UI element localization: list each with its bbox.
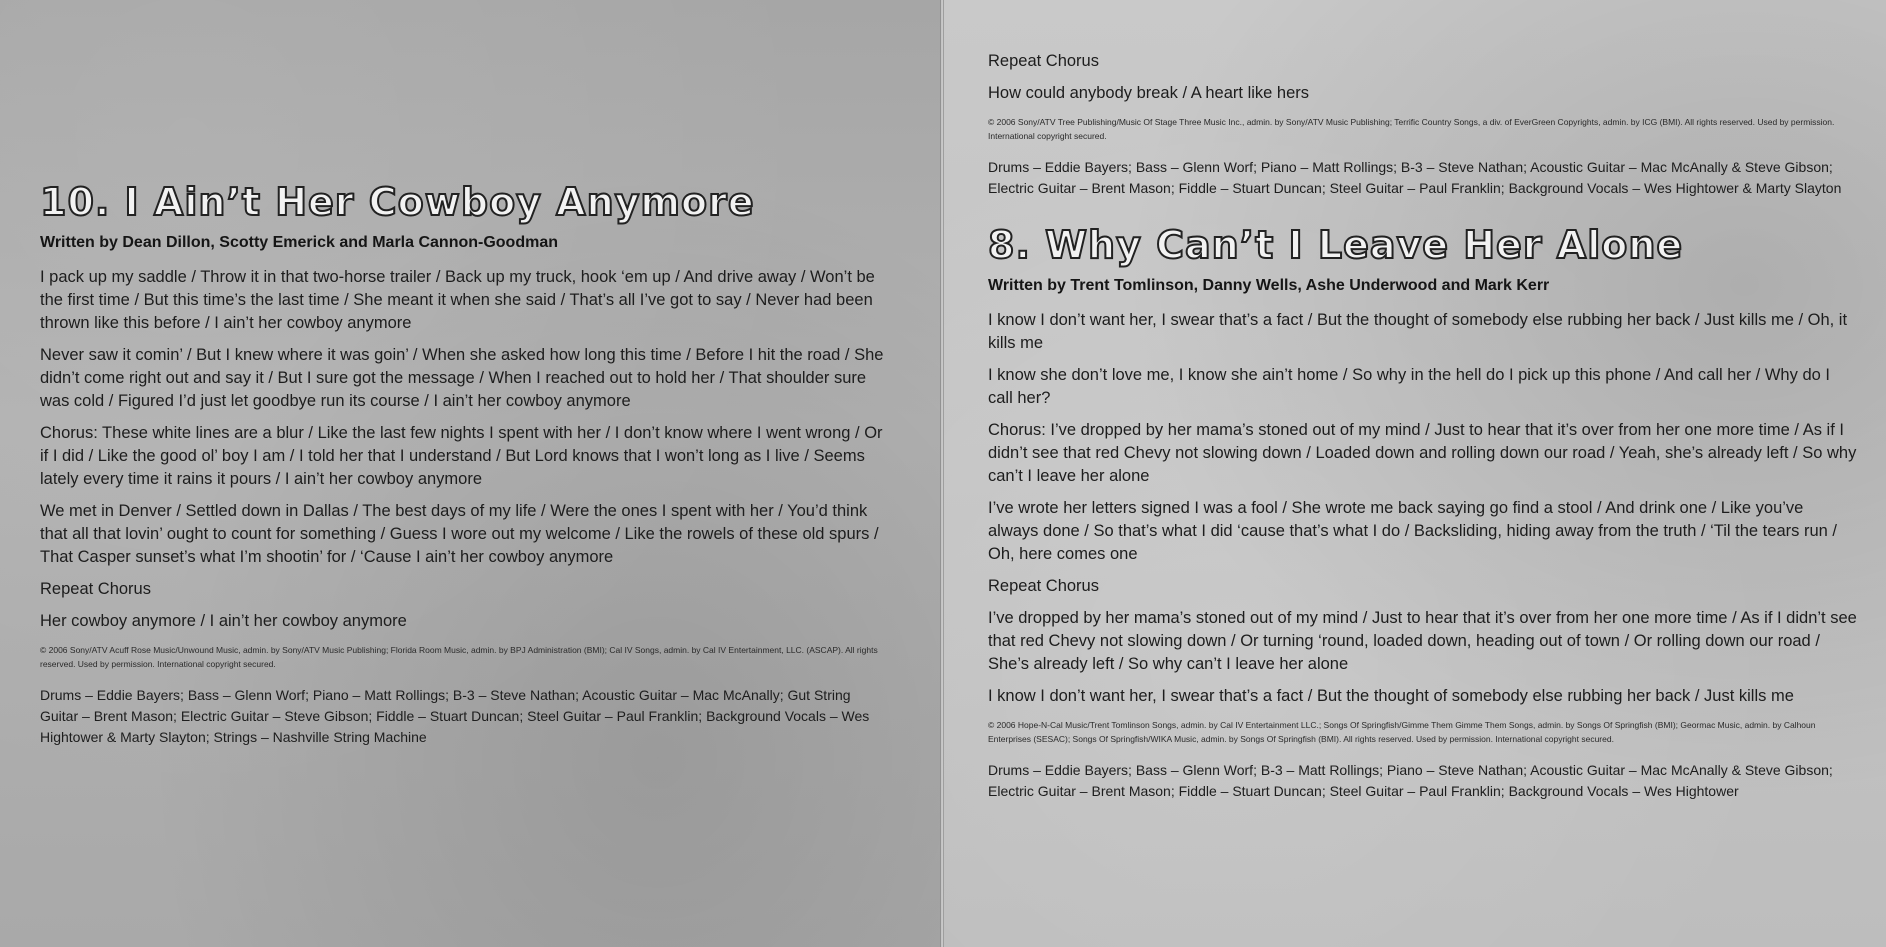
lyric-verse: I know I don’t want her, I swear that’s a fact / But the thought of somebody else rubbing her back / Just kills me / Oh, it kills me [988, 311, 1848, 352]
repeat-chorus: Repeat Chorus [40, 580, 151, 598]
lyric-outro: Her cowboy anymore / I ain’t her cowboy anymore [40, 612, 407, 630]
lyric-verse: Never saw it comin’ / But I knew where it was goin’ / When she asked how long this time / Before I hit the road / She didn’t come right out and say it / But I sure got the message / When I reached out to hold her / That shoulder sure was cold / Figured I’d just let goodbye run its course / I ain’t her cowboy anymore [40, 346, 884, 410]
lyric-outro: How could anybody break / A heart like hers [988, 84, 1310, 102]
repeat-chorus: Repeat Chorus [988, 52, 1099, 70]
song-title: 10. I Ain’t Her Cowboy Anymore [40, 180, 755, 224]
right-page [944, 0, 1886, 947]
lyric-verse: I pack up my saddle / Throw it in that two-horse trailer / Back up my truck, hook ‘em up / And drive away / Won’t be the first time / But this time’s the last time / She meant it when she said / That’s all I’ve got to say / Never had been thrown like this before / I ain’t her cowboy anymore [40, 268, 875, 332]
lyric-verse: I’ve dropped by her mama’s stoned out of my mind / Just to hear that it’s over from her one more time / As if I didn’t see that red Chevy not slowing down / Or turning ‘round, loaded down, heading out of town / Or rolling down our road / She’s already left / So why can’t I leave her alone [988, 609, 1857, 673]
musician-credits: Drums – Eddie Bayers; Bass – Glenn Worf; B-3 – Matt Rollings; Piano – Steve Nathan; Acoustic Guitar – Mac McAnally & Steve Gibson; Electric Guitar – Brent Mason; Fiddle – Stuart Duncan; Steel Guitar – Paul Franklin; Background Vocals – Wes Hightower [988, 762, 1833, 799]
left-page [0, 0, 940, 947]
left-column [40, 180, 890, 748]
copyright-notice: © 2006 Sony/ATV Acuff Rose Music/Unwound Music, admin. by Sony/ATV Music Publishing; Florida Room Music, admin. by BPJ Administration (BMI); Cal IV Songs, admin. by Cal IV Entertainment, LLC. (ASCAP). All rights reserved. Used by permission. International copyright secured. [40, 645, 878, 669]
lyric-chorus: Chorus: I’ve dropped by her mama’s stoned out of my mind / Just to hear that it’s over from her one more time / As if I didn’t see that red Chevy not slowing down / Loaded down and rolling down our road / Yeah, she’s already left / So why can’t I leave her alone [988, 421, 1857, 485]
right-column [988, 50, 1858, 802]
lyric-outro: I know I don’t want her, I swear that’s a fact / But the thought of somebody else rubbing her back / Just kills me [988, 687, 1794, 705]
songwriters: Written by Dean Dillon, Scotty Emerick and Marla Cannon-Goodman [40, 234, 558, 251]
lyric-verse: I know she don’t love me, I know she ain’t home / So why in the hell do I pick up this phone / And call her / Why do I call her? [988, 366, 1830, 407]
copyright-notice: © 2006 Hope-N-Cal Music/Trent Tomlinson Songs, admin. by Cal IV Entertainment LLC.; Songs Of Springfish/Gimme Them Gimme Them Songs, admin. by Songs Of Springfish (BMI); Geormac Music, admin. by Calhoun Enterprises (SESAC); Songs Of Springfish/WIKA Music, admin. by Songs Of Springfish (BMI). All rights reserved. Used by permission. International copyright secured. [988, 720, 1816, 744]
lyric-chorus: Chorus: These white lines are a blur / Like the last few nights I spent with her / I don’t know where I went wrong / Or if I did / Like the good ol’ boy I am / I told her that I understand / But Lord knows that I won’t long as I live / Seems lately every time it rains it pours / I ain’t her cowboy anymore [40, 424, 883, 488]
repeat-chorus: Repeat Chorus [988, 577, 1099, 595]
song-title: 8. Why Can’t I Leave Her Alone [988, 223, 1684, 267]
musician-credits: Drums – Eddie Bayers; Bass – Glenn Worf; Piano – Matt Rollings; B-3 – Steve Nathan; Acoustic Guitar – Mac McAnally; Gut String Guitar – Brent Mason; Electric Guitar – Steve Gibson; Fiddle – Stuart Duncan; Steel Guitar – Paul Franklin; Background Vocals – Wes Hightower & Marty Slayton; Strings – Nashville String Machine [40, 687, 870, 745]
lyric-verse: I’ve wrote her letters signed I was a fool / She wrote me back saying go find a stool / And drink one / Like you’ve always done / So that’s what I did ‘cause that’s what I do / Backsliding, hiding away from the truth / ‘Til the tears run / Oh, here comes one [988, 499, 1837, 563]
songwriters: Written by Trent Tomlinson, Danny Wells, Ashe Underwood and Mark Kerr [988, 277, 1550, 294]
copyright-notice: © 2006 Sony/ATV Tree Publishing/Music Of Stage Three Music Inc., admin. by Sony/ATV Music Publishing; Terrific Country Songs, a div. of EverGreen Copyrights, admin. by ICG (BMI). All rights reserved. Used by permission. International copyright secured. [988, 117, 1835, 141]
lyric-verse: We met in Denver / Settled down in Dallas / The best days of my life / Were the ones I spent with her / You’d think that all that lovin’ ought to count for something / Guess I wore out my welcome / Like the rowels of these old spurs / That Casper sunset’s what I’m shootin’ for / ‘Cause I ain’t her cowboy anymore [40, 502, 879, 566]
musician-credits: Drums – Eddie Bayers; Bass – Glenn Worf; Piano – Matt Rollings; B-3 – Steve Nathan; Acoustic Guitar – Mac McAnally & Steve Gibson; Electric Guitar – Brent Mason; Fiddle – Stuart Duncan; Steel Guitar – Paul Franklin; Background Vocals – Wes Hightower & Marty Slayton [988, 159, 1842, 196]
